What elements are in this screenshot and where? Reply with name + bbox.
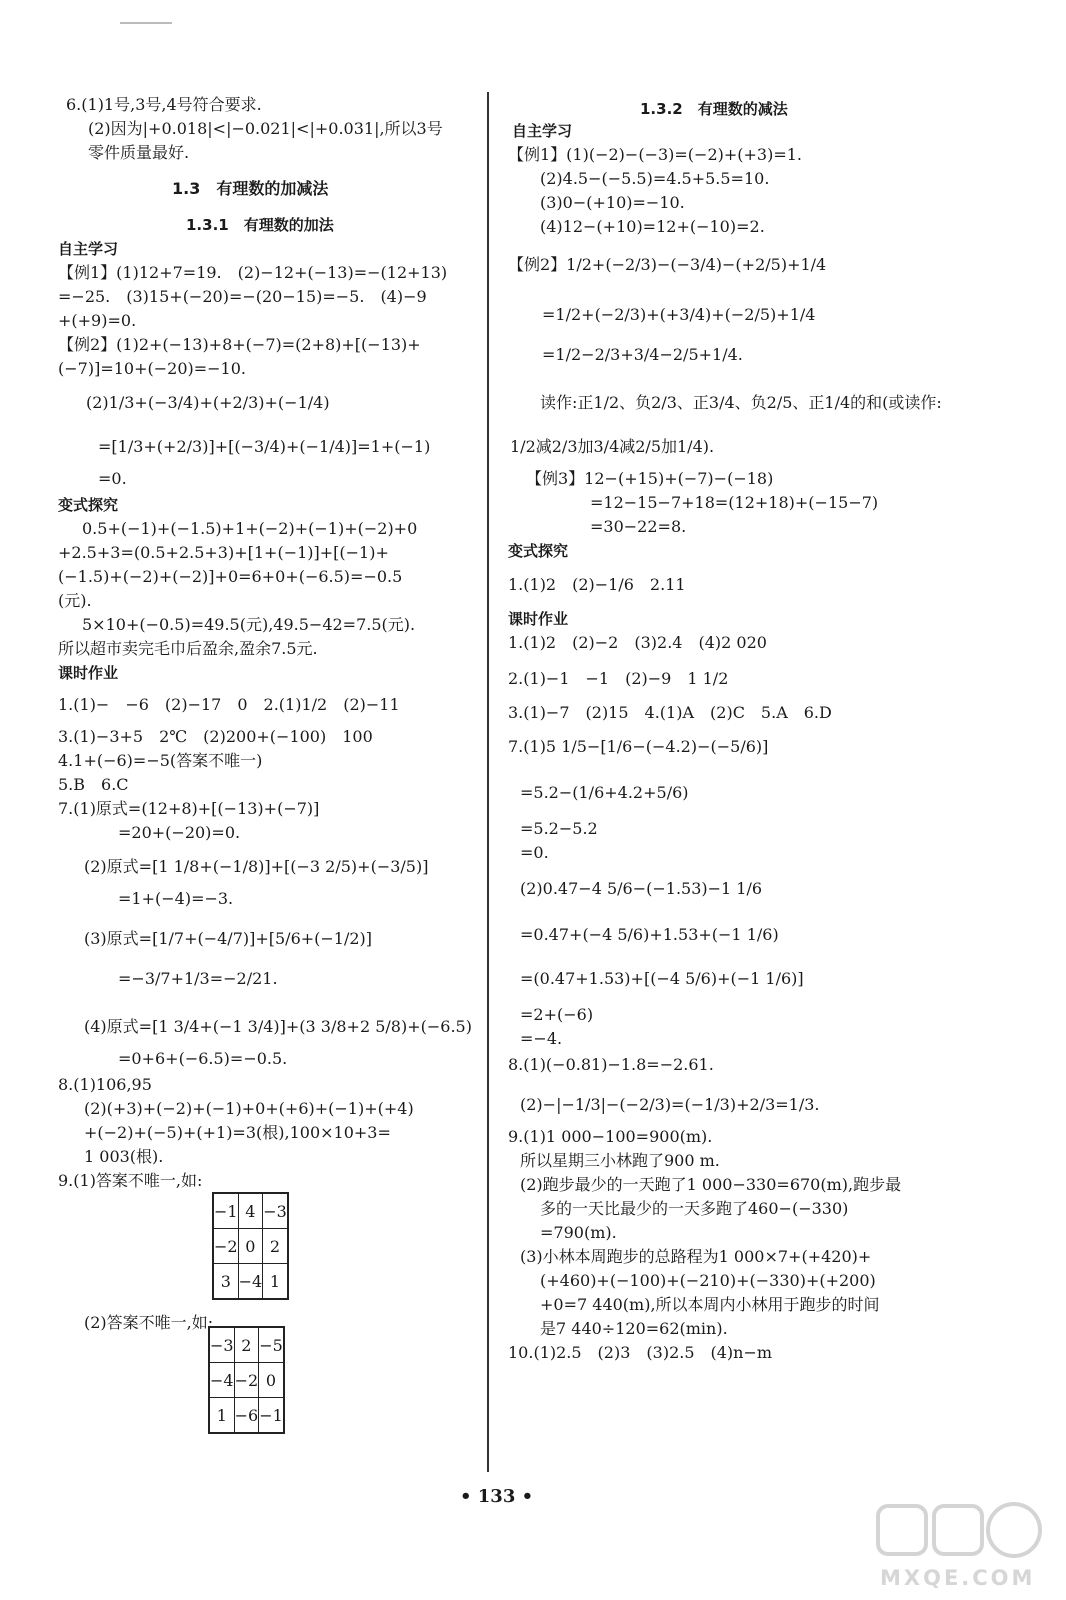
page-number: • 133 • <box>460 1486 534 1507</box>
answer-line: +(+9)=0. <box>58 311 137 330</box>
grid-cell: 0 <box>238 1229 263 1264</box>
answer-line: (2)0.47−4 5/6−(−1.53)−1 1/6 <box>520 879 763 898</box>
column-divider <box>487 92 489 1472</box>
answer-line: (3)原式=[1/7+(−4/7)]+[5/6+(−1/2)] <box>84 929 373 948</box>
grid-cell: 2 <box>234 1327 259 1363</box>
answer-line: 2.(1)−1 −1 (2)−9 1 1/2 <box>508 669 729 688</box>
answer-line: 【例2】(1)2+(−13)+8+(−7)=(2+8)+[(−13)+ <box>58 335 421 354</box>
answer-line: (2)−|−1/3|−(−2/3)=(−1/3)+2/3=1/3. <box>520 1095 820 1114</box>
answer-line: =1/2+(−2/3)+(+3/4)+(−2/5)+1/4 <box>542 305 816 324</box>
grid-cell: −1 <box>259 1398 284 1434</box>
answer-line: =12−15−7+18=(12+18)+(−15−7) <box>590 493 879 512</box>
answer-line: =0.47+(−4 5/6)+1.53+(−1 1/6) <box>520 925 779 944</box>
watermark-text: MXQE.COM <box>880 1566 1036 1590</box>
answer-line: 5×10+(−0.5)=49.5(元),49.5−42=7.5(元). <box>82 615 416 634</box>
answer-line: 1.(1)2 (2)−1/6 2.11 <box>508 575 686 594</box>
grid-cell: −6 <box>234 1398 259 1434</box>
grid-cell: 1 <box>209 1398 234 1434</box>
grid-cell: −2 <box>234 1363 259 1398</box>
heading-self-study: 自主学习 <box>58 240 119 258</box>
answer-line: =1+(−4)=−3. <box>118 889 234 908</box>
answer-line: 9.(1)1 000−100=900(m). <box>508 1127 713 1146</box>
answer-line: (3)小林本周跑步的总路程为1 000×7+(+420)+ <box>520 1247 872 1266</box>
answer-line: 7.(1)5 1/5−[1/6−(−4.2)−(−5/6)] <box>508 737 769 756</box>
grid-cell: −3 <box>263 1193 288 1229</box>
answer-line: 3.(1)−7 (2)15 4.(1)A (2)C 5.A 6.D <box>508 703 832 722</box>
answer-line: 1.(1)2 (2)−2 (3)2.4 (4)2 020 <box>508 633 767 652</box>
grid-cell: −4 <box>209 1363 234 1398</box>
answer-line: =5.2−(1/6+4.2+5/6) <box>520 783 689 802</box>
answer-line: (4)原式=[1 3/4+(−1 3/4)]+(3 3/8+2 5/8)+(−6.5) <box>84 1017 472 1036</box>
answer-line: 多的一天比最少的一天多跑了460−(−330) <box>540 1199 849 1218</box>
answer-line: =[1/3+(+2/3)]+[(−3/4)+(−1/4)]=1+(−1) <box>98 437 431 456</box>
heading-self-study: 自主学习 <box>512 122 573 140</box>
grid-cell: 4 <box>238 1193 263 1229</box>
grid-cell: 0 <box>259 1363 284 1398</box>
answer-line: 5.B 6.C <box>58 775 129 794</box>
answer-line: =0. <box>520 843 549 862</box>
answer-line: =−3/7+1/3=−2/21. <box>118 969 278 988</box>
magic-square-2 <box>208 1326 285 1434</box>
answer-line: 7.(1)原式=(12+8)+[(−13)+(−7)] <box>58 799 320 818</box>
answer-line: =1/2−2/3+3/4−2/5+1/4. <box>542 345 743 364</box>
answer-line: +2.5+3=(0.5+2.5+3)+[1+(−1)]+[(−1)+ <box>58 543 389 562</box>
heading-homework: 课时作业 <box>508 610 569 628</box>
answer-line: 所以超市卖完毛巾后盈余,盈余7.5元. <box>58 639 318 658</box>
answer-line: (4)12−(+10)=12+(−10)=2. <box>540 217 765 236</box>
answer-line: 1/2减2/3加3/4减2/5加1/4). <box>510 437 715 456</box>
answer-line: =(0.47+1.53)+[(−4 5/6)+(−1 1/6)] <box>520 969 804 988</box>
answer-line: 是7 440÷120=62(min). <box>540 1319 728 1338</box>
subsection-title: 1.3.2 有理数的减法 <box>640 100 788 118</box>
grid-cell: −4 <box>238 1264 263 1300</box>
answer-line: =790(m). <box>540 1223 617 1242</box>
answer-line: 【例1】(1)(−2)−(−3)=(−2)+(+3)=1. <box>508 145 803 164</box>
answer-line: (3)0−(+10)=−10. <box>540 193 685 212</box>
scan-mark <box>120 22 172 24</box>
answer-line: =0. <box>98 469 127 488</box>
answer-line: 1.(1)− −6 (2)−17 0 2.(1)1/2 (2)−11 <box>58 695 400 714</box>
answer-line: 零件质量最好. <box>88 143 190 162</box>
answer-line: 8.(1)106,95 <box>58 1075 152 1094</box>
answer-line: 所以星期三小林跑了900 m. <box>520 1151 720 1170</box>
grid-cell: 2 <box>263 1229 288 1264</box>
answer-line: (元). <box>58 591 92 610</box>
heading-homework: 课时作业 <box>58 664 119 682</box>
answer-line: 【例3】12−(+15)+(−7)−(−18) <box>526 469 774 488</box>
answer-line: 0.5+(−1)+(−1.5)+1+(−2)+(−1)+(−2)+0 <box>82 519 418 538</box>
answer-line: (2)跑步最少的一天跑了1 000−330=670(m),跑步最 <box>520 1175 902 1194</box>
answer-line: (−7)]=10+(−20)=−10. <box>58 359 246 378</box>
subsection-title: 1.3.1 有理数的加法 <box>186 216 334 234</box>
answer-line: 【例1】(1)12+7=19. (2)−12+(−13)=−(12+13) <box>58 263 448 282</box>
answer-line: 【例2】1/2+(−2/3)−(−3/4)−(+2/5)+1/4 <box>508 255 827 274</box>
magic-square-1 <box>212 1192 289 1300</box>
section-title: 1.3 有理数的加减法 <box>172 179 329 198</box>
answer-line: (2)(+3)+(−2)+(−1)+0+(+6)+(−1)+(+4) <box>84 1099 414 1118</box>
answer-line: =−4. <box>520 1029 563 1048</box>
answer-line: +(−2)+(−5)+(+1)=3(根),100×10+3= <box>84 1123 391 1142</box>
grid-cell: −2 <box>213 1229 238 1264</box>
heading-variation: 变式探究 <box>508 542 569 560</box>
answer-line: =30−22=8. <box>590 517 687 536</box>
grid-cell: 1 <box>263 1264 288 1300</box>
answer-line: =−25. (3)15+(−20)=−(20−15)=−5. (4)−9 <box>58 287 427 306</box>
answer-line: =20+(−20)=0. <box>118 823 241 842</box>
answer-line: (2)1/3+(−3/4)+(+2/3)+(−1/4) <box>86 393 330 412</box>
answer-line: 9.(1)答案不唯一,如: <box>58 1171 203 1190</box>
answer-line: =5.2−5.2 <box>520 819 598 838</box>
grid-cell: −3 <box>209 1327 234 1363</box>
grid-cell: −1 <box>213 1193 238 1229</box>
grid-cell: 3 <box>213 1264 238 1300</box>
answer-line: 3.(1)−3+5 2℃ (2)200+(−100) 100 <box>58 727 373 746</box>
answer-line: 10.(1)2.5 (2)3 (3)2.5 (4)n−m <box>508 1343 773 1362</box>
answer-line: 8.(1)(−0.81)−1.8=−2.61. <box>508 1055 714 1074</box>
answer-line: (2)因为|+0.018|<|−0.021|<|+0.031|,所以3号 <box>88 119 443 138</box>
answer-line: (−1.5)+(−2)+(−2)]+0=6+0+(−6.5)=−0.5 <box>58 567 403 586</box>
grid-cell: −5 <box>259 1327 284 1363</box>
answer-line: 1 003(根). <box>84 1147 164 1166</box>
answer-line: (+460)+(−100)+(−210)+(−330)+(+200) <box>540 1271 876 1290</box>
answer-line: (2)4.5−(−5.5)=4.5+5.5=10. <box>540 169 770 188</box>
answer-line: (2)答案不唯一,如: <box>84 1313 214 1332</box>
answer-line: +0=7 440(m),所以本周内小林用于跑步的时间 <box>540 1295 880 1314</box>
answer-line: 6.(1)1号,3号,4号符合要求. <box>66 95 262 114</box>
answer-line: =2+(−6) <box>520 1005 594 1024</box>
answer-line: (2)原式=[1 1/8+(−1/8)]+[(−3 2/5)+(−3/5)] <box>84 857 429 876</box>
answer-line: 4.1+(−6)=−5(答案不唯一) <box>58 751 263 770</box>
answer-line: 读作:正1/2、负2/3、正3/4、负2/5、正1/4的和(或读作: <box>540 393 942 412</box>
answer-line: =0+6+(−6.5)=−0.5. <box>118 1049 288 1068</box>
heading-variation: 变式探究 <box>58 496 119 514</box>
